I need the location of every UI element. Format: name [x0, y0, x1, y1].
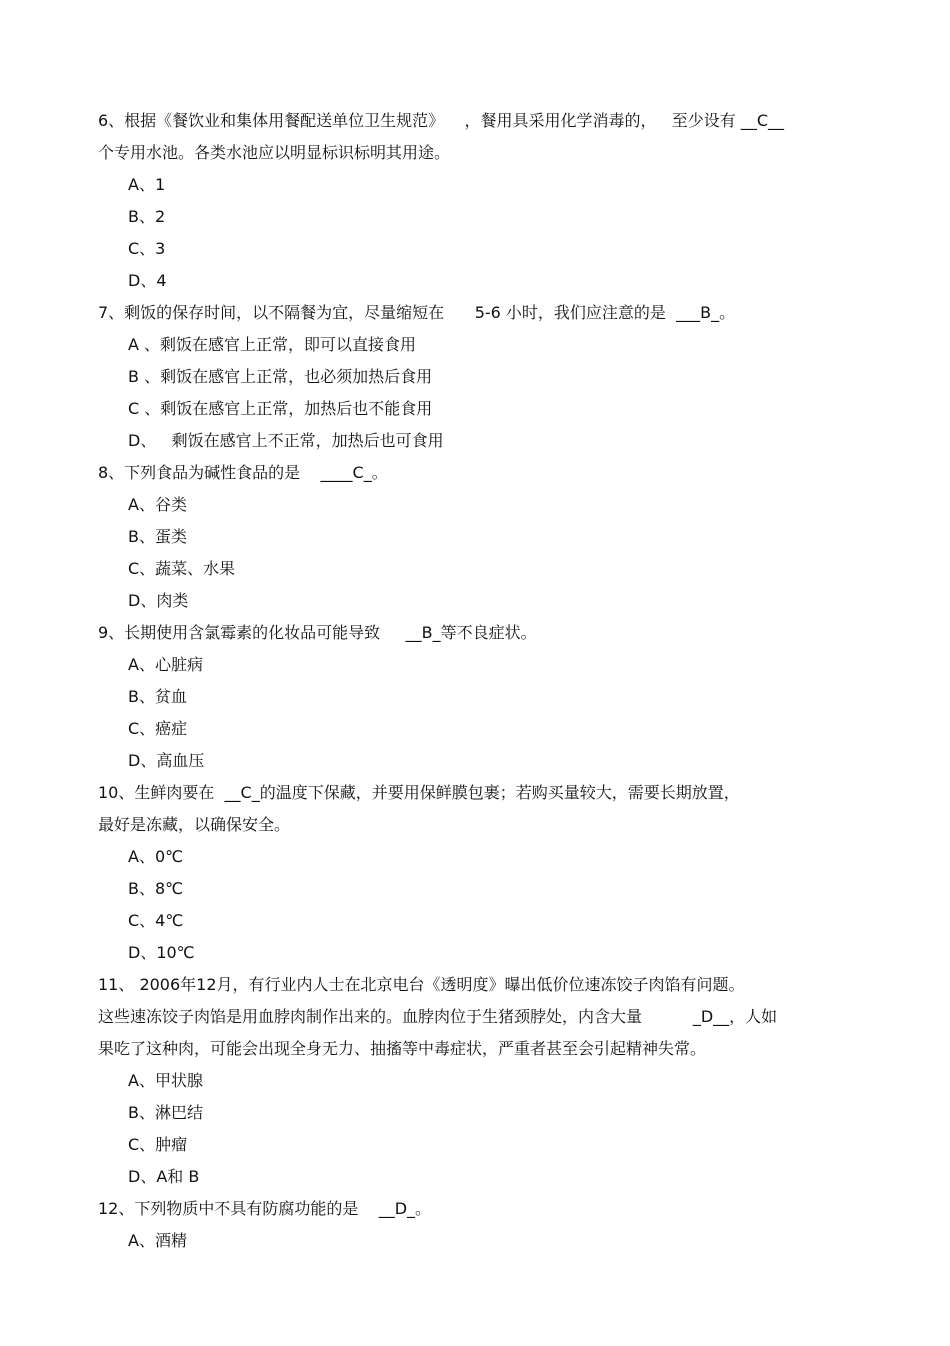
- question-12-line-1: 12、下列物质中不具有防腐功能的是 __D_。: [98, 1199, 432, 1218]
- question-11-option-a: A、甲状腺: [128, 1071, 203, 1090]
- question-11-option-b: B、淋巴结: [128, 1103, 203, 1122]
- question-8-option-d: D、肉类: [128, 591, 189, 610]
- question-7-line-1: 7、剩饭的保存时间，以不隔餐为宜，尽量缩短在 5-6 小时，我们应注意的是 ___B_。: [98, 303, 736, 322]
- question-10-option-b: B、8℃: [128, 879, 184, 898]
- question-9-option-a: A、心脏病: [128, 655, 203, 674]
- question-6-option-b: B、2: [128, 207, 166, 226]
- question-9-line-1: 9、长期使用含氯霉素的化妆品可能导致 __B_等不良症状。: [98, 623, 537, 642]
- question-11-option-c: C、肿瘤: [128, 1135, 188, 1154]
- question-8-option-b: B、蛋类: [128, 527, 187, 546]
- question-7-option-c: C 、剩饭在感官上正常，加热后也不能食用: [128, 399, 433, 418]
- question-10-option-a: A、0℃: [128, 847, 184, 866]
- question-6-option-c: C、3: [128, 239, 166, 258]
- question-10-option-d: D、10℃: [128, 943, 195, 962]
- question-6-option-d: D、4: [128, 271, 167, 290]
- question-11-line-3: 果吃了这种肉，可能会出现全身无力、抽搐等中毒症状，严重者甚至会引起精神失常。: [98, 1039, 707, 1058]
- question-11-line-2: 这些速冻饺子肉馅是用血脖肉制作出来的。血脖肉位于生猪颈脖处，内含大量 _D__，人如: [98, 1007, 778, 1026]
- question-6-line-1: 6、根据《餐饮业和集体用餐配送单位卫生规范》 ，餐用具采用化学消毒的， 至少设有 __C__: [98, 111, 785, 130]
- question-8-option-a: A、谷类: [128, 495, 187, 514]
- question-9-option-d: D、高血压: [128, 751, 205, 770]
- question-8-line-1: 8、下列食品为碱性食品的是 ____C_。: [98, 463, 388, 482]
- question-7-option-a: A 、剩饭在感官上正常，即可以直接食用: [128, 335, 417, 354]
- question-9-option-c: C、癌症: [128, 719, 188, 738]
- question-12-option-a: A、酒精: [128, 1231, 187, 1250]
- question-6-line-2: 个专用水池。各类水池应以明显标识标明其用途。: [98, 143, 451, 162]
- question-10-line-1: 10、生鲜肉要在 __C_的温度下保藏，并要用保鲜膜包裹；若购买量较大，需要长期放置，: [98, 783, 740, 802]
- question-11-line-1: 11、 2006年12月，有行业内人士在北京电台《透明度》曝出低价位速冻饺子肉馅有问题。: [98, 975, 745, 994]
- question-8-option-c: C、蔬菜、水果: [128, 559, 236, 578]
- question-9-option-b: B、贫血: [128, 687, 187, 706]
- question-7-option-b: B 、剩饭在感官上正常，也必须加热后食用: [128, 367, 433, 386]
- question-7-option-d: D、 剩饭在感官上不正常，加热后也可食用: [128, 431, 444, 450]
- question-10-line-2: 最好是冻藏，以确保安全。: [98, 815, 291, 834]
- question-6-option-a: A、1: [128, 175, 166, 194]
- question-11-option-d: D、A和 B: [128, 1167, 200, 1186]
- question-10-option-c: C、4℃: [128, 911, 184, 930]
